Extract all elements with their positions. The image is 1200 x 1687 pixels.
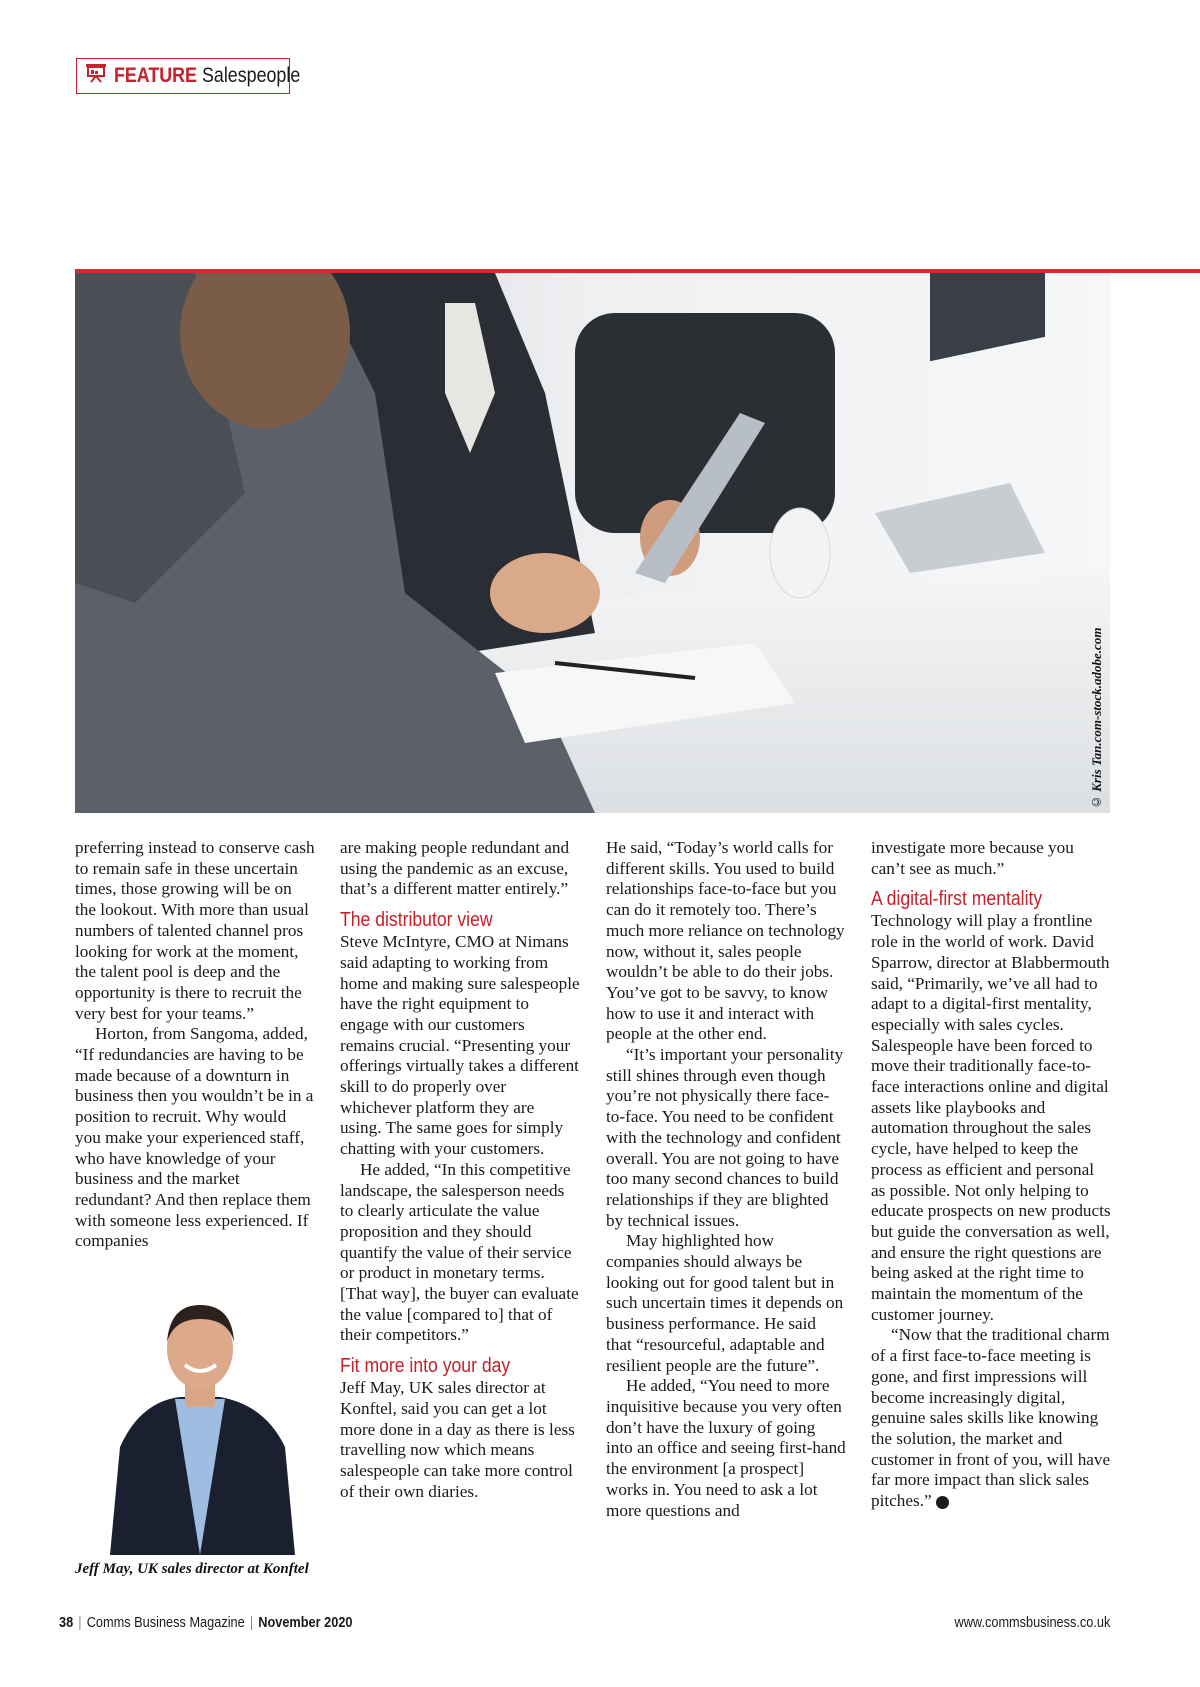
- feature-label: FEATURE: [114, 64, 197, 87]
- page-number: 38: [59, 1614, 74, 1631]
- column-2: [340, 838, 580, 1502]
- paragraph: Steve McIntyre, CMO at Nimans said adapting to working from home and making sure salespeople have the right equipment to engage with our customers remains crucial. “Presenting your offerings virtually takes a different skill to do properly over whichever platform they are using. The same goes for simply chatting with your customers.: [340, 932, 580, 1159]
- section-label: Salespeople: [202, 64, 301, 87]
- subheading: The distributor view: [340, 909, 493, 932]
- paragraph: Jeff May, UK sales director at Konftel, said you can get a lot more done in a day as there is less travelling now which means salespeople can take more control of their own diaries.: [340, 1378, 575, 1501]
- portrait-caption: Jeff May, UK sales director at Konftel: [75, 1561, 309, 1577]
- paragraph: are making people redundant and using the pandemic as an excuse, that’s a different matter entirely.”: [340, 838, 570, 899]
- paragraph: preferring instead to conserve cash to remain safe in these uncertain times, those growing will be on the lookout. With more than usual numbers of talented channel pros looking for work at the moment, the talent pool is deep and the opportunity is there to recruit the very best for your teams.”: [75, 838, 315, 1023]
- feature-photo: [75, 273, 1110, 813]
- paragraph: He added, “You need to more inquisitive because you very often don’t have the luxury of going into an office and seeing first-hand the environment [a prospect] works in. You need to ask a lot more questions and: [606, 1376, 846, 1520]
- paragraph-text: “Now that the traditional charm of a first face-to-face meeting is gone, and first impressions will become increasingly digital, genuine sales skills like knowing the solution, the market and customer in front of you, will have far more impact than slick sales pitches.”: [871, 1325, 1111, 1511]
- portrait-photo: [100, 1297, 300, 1555]
- paragraph: [871, 1325, 1111, 1511]
- column-1: [75, 838, 315, 1252]
- presentation-board-icon: [85, 63, 107, 89]
- feature-section-label: [76, 58, 301, 94]
- paragraph: May highlighted how companies should always be looking out for good talent but in such uncertain times it depends on business performance. He said that “resourceful, adaptable and resilient people are the future”.: [606, 1231, 844, 1375]
- page-footer: [59, 1614, 1110, 1634]
- magazine-name: Comms Business Magazine: [86, 1614, 245, 1631]
- photo-credit: © Kris Tan.com-stock.adobe.com: [1089, 627, 1104, 810]
- website-url[interactable]: www.commsbusiness.co.uk: [954, 1614, 1110, 1631]
- subheading: A digital-first mentality: [871, 888, 1043, 911]
- subheading: Fit more into your day: [340, 1355, 511, 1378]
- paragraph: Technology will play a frontline role in the world of work. David Sparrow, director at Blabbermouth said, “Primarily, we’ve all had to adapt to a digital-first mentality, especially with sales cycles. Salespeople have been forced to move their traditionally face-to-face interactions online and digital assets like playbooks and automation throughout the sales cycle, have helped to keep the process as efficient and personal as possible. Not only helping to educate prospects on new products but guide the conversation as well, and ensure the right questions are being asked at the right time to maintain the momentum of the customer journey.: [871, 911, 1111, 1324]
- end-of-article-icon: CB: [936, 1496, 949, 1509]
- issue-date: November 2020: [258, 1614, 353, 1631]
- paragraph: Horton, from Sangoma, added, “If redundancies are having to be made because of a downturn in business then you wouldn’t be in a position to recruit. Why would you make your experienced staff, who have knowledge of your business and the market redundant? And then replace them with someone less experienced. If companies: [75, 1024, 314, 1251]
- paragraph: He added, “In this competitive landscape, the salesperson needs to clearly articulate the value proposition and they should quantify the value of their service or product in monetary terms. [That way], the buyer can evaluate the value [compared to] that of their competitors.”: [340, 1159, 579, 1345]
- column-4: [871, 838, 1111, 1512]
- paragraph: “It’s important your personality still shines through even though you’re not physically there face-to-face. You need to be confident with the technology and confident overall. You are not going to have too many second chances to build relationships if they are blighted by technical issues.: [606, 1045, 844, 1230]
- column-3: [606, 838, 846, 1521]
- paragraph: investigate more because you can’t see as much.”: [871, 838, 1074, 878]
- footer-left: 38 | Comms Business Magazine | November 2020: [59, 1614, 353, 1631]
- paragraph: He said, “Today’s world calls for different skills. You used to build relationships face-to-face but you can do it remotely too. There’s much more reliance on technology now, without it, sales people wouldn’t be able to do their jobs. You’ve got to be savvy, to know how to use it and interact with people at the other end.: [606, 838, 845, 1044]
